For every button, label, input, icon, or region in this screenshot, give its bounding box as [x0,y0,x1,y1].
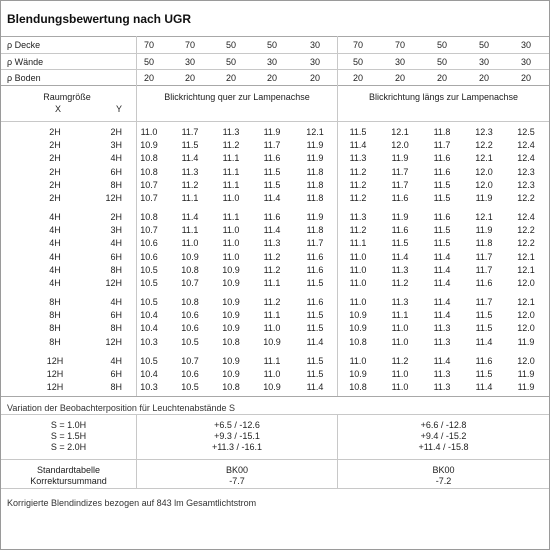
room-size-y: 4H [110,238,122,248]
variation-heading: Variation der Beobachterposition für Leuchtenabstände S [7,403,235,413]
ugr-value-along: 12.0 [517,323,535,333]
reflectance-value: 30 [184,57,195,67]
reflectance-label: ρ Boden [7,73,41,83]
divider-standard-end [1,488,549,489]
divider-reflectance-3 [1,85,549,86]
divider-title [1,36,549,37]
reflectance-value: 30 [266,57,277,67]
reflectance-label: ρ Wände [7,57,44,67]
reflectance-value: 70 [394,40,405,50]
spacing-label: S = 1.0H [50,420,87,430]
ugr-value-along: 11.2 [391,356,409,366]
ugr-value-cross: 11.8 [306,193,324,203]
ugr-value-cross: 10.5 [181,337,199,347]
ugr-value-along: 12.1 [517,297,535,307]
ugr-value-along: 12.4 [517,140,535,150]
ugr-value-cross: 11.6 [263,212,281,222]
spacing-label: S = 2.0H [50,442,87,452]
ugr-value-cross: 10.5 [181,382,199,392]
variation-cross: +11.3 / -16.1 [211,442,263,452]
ugr-value-along: 11.7 [475,252,493,262]
ugr-value-along: 11.6 [475,278,493,288]
ugr-value-along: 11.4 [433,310,451,320]
reflectance-value: 70 [352,40,363,50]
ugr-value-along: 11.7 [475,265,493,275]
ugr-value-along: 11.4 [433,297,451,307]
room-size-x: 8H [49,323,61,333]
ugr-value-along: 11.5 [349,127,367,137]
ugr-value-along: 11.5 [391,238,409,248]
reflectance-value: 30 [520,57,531,67]
ugr-value-cross: 10.6 [140,238,158,248]
room-size-x: 4H [49,265,61,275]
ugr-value-along: 11.5 [475,323,493,333]
room-size-y: 6H [110,252,122,262]
ugr-value-cross: 10.6 [140,252,158,262]
ugr-value-cross: 10.7 [181,278,199,288]
room-size-y: 4H [110,297,122,307]
ugr-value-cross: 10.5 [140,356,158,366]
ugr-value-along: 11.9 [475,225,493,235]
ugr-value-along: 11.4 [475,382,493,392]
variation-along: +11.4 / -15.8 [418,442,469,452]
room-size-x: 2H [49,127,61,137]
ugr-value-along: 11.0 [349,297,367,307]
room-size-y: 2H [110,127,122,137]
ugr-value-cross: 10.6 [181,369,199,379]
ugr-value-along: 11.3 [433,382,451,392]
room-size-y: 6H [110,167,122,177]
ugr-value-cross: 11.4 [306,382,324,392]
room-size-x: 12H [46,382,64,392]
variation-cross: +6.5 / -12.6 [214,420,260,430]
ugr-value-along: 11.6 [433,153,451,163]
room-size-x: 4H [49,225,61,235]
ugr-value-along: 12.3 [517,167,535,177]
ugr-value-along: 11.8 [433,127,451,137]
standard-cross-value: -7.7 [229,476,245,486]
room-size-y: 6H [110,310,122,320]
room-size-y: 3H [110,225,122,235]
ugr-value-along: 11.9 [517,369,535,379]
ugr-value-cross: 10.3 [140,337,158,347]
ugr-value-cross: 10.6 [181,323,199,333]
ugr-value-cross: 10.8 [140,212,158,222]
ugr-value-cross: 11.8 [306,180,324,190]
header-y: Y [115,104,122,114]
ugr-value-cross: 11.1 [263,310,281,320]
ugr-value-along: 11.0 [349,356,367,366]
ugr-value-cross: 10.9 [222,356,240,366]
ugr-value-cross: 11.7 [306,238,324,248]
ugr-value-cross: 11.2 [181,180,199,190]
ugr-value-cross: 11.3 [222,127,240,137]
ugr-value-along: 11.6 [391,193,409,203]
variation-cross: +9.3 / -15.1 [214,431,260,441]
reflectance-value: 30 [478,57,489,67]
ugr-value-cross: 11.3 [263,238,281,248]
room-size-y: 8H [110,265,122,275]
ugr-value-cross: 10.9 [222,297,240,307]
reflectance-value: 50 [352,57,363,67]
spacing-label: S = 1.5H [50,431,87,441]
ugr-value-cross: 11.0 [181,238,199,248]
reflectance-value: 50 [143,57,154,67]
ugr-value-along: 11.6 [475,356,493,366]
reflectance-value: 30 [309,40,320,50]
room-size-y: 12H [105,337,122,347]
room-size-x: 2H [49,140,61,150]
room-size-y: 8H [110,382,122,392]
ugr-value-along: 11.3 [349,212,367,222]
ugr-value-cross: 10.8 [222,382,240,392]
ugr-value-along: 11.3 [433,369,451,379]
reflectance-value: 50 [478,40,489,50]
ugr-value-along: 12.1 [391,127,409,137]
reflectance-value: 70 [184,40,195,50]
reflectance-value: 20 [436,73,447,83]
ugr-value-along: 11.8 [475,238,493,248]
ugr-value-cross: 10.9 [222,323,240,333]
ugr-value-along: 11.5 [433,193,451,203]
ugr-value-along: 11.1 [391,310,409,320]
ugr-value-along: 11.3 [349,153,367,163]
ugr-value-cross: 11.1 [222,167,240,177]
ugr-value-along: 12.0 [517,310,535,320]
ugr-value-along: 11.9 [391,153,409,163]
ugr-value-cross: 10.8 [140,167,158,177]
ugr-value-along: 12.4 [517,153,535,163]
ugr-value-along: 10.8 [349,337,367,347]
ugr-value-cross: 11.9 [306,140,324,150]
reflectance-value: 30 [309,57,320,67]
ugr-value-along: 11.9 [391,212,409,222]
ugr-value-cross: 11.1 [222,153,240,163]
ugr-value-cross: 10.7 [140,193,158,203]
room-size-y: 3H [110,140,122,150]
room-size-x: 4H [49,212,61,222]
room-size-x: 8H [49,310,61,320]
ugr-value-along: 11.9 [517,337,535,347]
standard-label: Standardtabelle [36,465,101,475]
room-size-y: 12H [105,193,122,203]
room-size-y: 6H [110,369,122,379]
divider-variation-end [1,459,549,460]
ugr-value-cross: 11.9 [306,212,324,222]
ugr-value-along: 11.7 [391,180,409,190]
ugr-value-cross: 11.4 [181,153,199,163]
reflectance-value: 20 [225,73,236,83]
ugr-value-cross: 11.7 [181,127,199,137]
ugr-value-cross: 10.9 [181,252,199,262]
ugr-value-cross: 10.9 [222,369,240,379]
ugr-value-cross: 11.5 [181,140,199,150]
ugr-value-cross: 10.8 [222,337,240,347]
ugr-value-along: 12.1 [517,252,535,262]
reflectance-value: 20 [309,73,320,83]
ugr-value-cross: 11.5 [306,356,324,366]
room-size-x: 2H [49,153,61,163]
ugr-value-along: 11.0 [391,323,409,333]
ugr-value-cross: 11.0 [222,238,240,248]
variation-along: +9.4 / -15.2 [420,431,467,441]
ugr-value-along: 12.3 [475,127,493,137]
ugr-value-cross: 11.0 [222,252,240,262]
ugr-value-cross: 10.9 [222,265,240,275]
room-size-y: 4H [110,356,122,366]
reflectance-value: 50 [266,40,277,50]
ugr-value-cross: 11.6 [306,297,324,307]
room-size-x: 2H [49,180,61,190]
ugr-value-along: 11.1 [349,238,367,248]
reflectance-value: 20 [478,73,489,83]
ugr-value-along: 11.9 [517,382,535,392]
divider-header [1,121,549,122]
ugr-value-cross: 11.4 [306,337,324,347]
ugr-value-cross: 11.5 [306,323,324,333]
ugr-value-along: 11.4 [433,356,451,366]
ugr-value-cross: 10.9 [222,278,240,288]
reflectance-value: 20 [352,73,363,83]
ugr-value-along: 11.3 [391,297,409,307]
ugr-value-cross: 10.3 [140,382,158,392]
ugr-value-cross: 11.2 [263,297,281,307]
room-size-y: 12H [105,278,122,288]
ugr-value-cross: 10.4 [140,323,158,333]
ugr-value-cross: 11.6 [306,265,324,275]
ugr-value-along: 12.5 [517,127,535,137]
room-size-x: 4H [49,238,61,248]
ugr-value-along: 11.0 [349,252,367,262]
reflectance-value: 20 [266,73,277,83]
room-size-x: 2H [49,167,61,177]
room-size-x: 4H [49,252,61,262]
document-title: Blendungsbewertung nach UGR [7,12,192,26]
header-direction-cross: Blickrichtung quer zur Lampenachse [164,92,310,102]
ugr-value-cross: 11.5 [263,167,281,177]
ugr-value-along: 12.1 [517,265,535,275]
ugr-value-along: 11.6 [433,167,451,177]
ugr-value-along: 11.5 [433,238,451,248]
header-room-size: Raumgröße [43,92,91,102]
divider-reflectance-1 [1,53,549,54]
ugr-value-along: 12.0 [475,180,493,190]
ugr-value-along: 11.5 [433,225,451,235]
ugr-value-along: 12.0 [517,356,535,366]
ugr-value-cross: 10.8 [140,153,158,163]
ugr-value-along: 12.1 [475,153,493,163]
ugr-value-cross: 10.8 [181,265,199,275]
ugr-value-along: 11.0 [391,382,409,392]
ugr-value-cross: 11.5 [263,180,281,190]
column-divider-middle [337,36,338,396]
ugr-value-cross: 10.7 [140,225,158,235]
ugr-value-cross: 11.4 [181,212,199,222]
ugr-value-along: 12.2 [517,225,535,235]
ugr-value-along: 11.0 [349,265,367,275]
ugr-value-cross: 10.4 [140,310,158,320]
ugr-value-cross: 11.1 [181,225,199,235]
ugr-value-along: 12.4 [517,212,535,222]
ugr-value-along: 11.4 [349,140,367,150]
ugr-value-along: 10.8 [349,382,367,392]
ugr-value-along: 11.7 [475,297,493,307]
room-size-y: 8H [110,323,122,333]
reflectance-label: ρ Decke [7,40,41,50]
ugr-value-cross: 10.9 [222,310,240,320]
reflectance-value: 30 [520,40,531,50]
ugr-value-cross: 11.0 [222,225,240,235]
ugr-value-cross: 11.4 [263,225,281,235]
ugr-value-along: 11.0 [391,369,409,379]
header-direction-along: Blickrichtung längs zur Lampenachse [368,92,519,102]
ugr-value-along: 11.4 [433,278,451,288]
ugr-value-cross: 11.2 [263,252,281,262]
ugr-value-along: 12.2 [517,238,535,248]
ugr-value-cross: 10.5 [140,265,158,275]
reflectance-value: 50 [436,40,447,50]
header-x: X [54,104,61,114]
ugr-value-cross: 10.9 [263,382,281,392]
ugr-value-cross: 11.8 [306,225,324,235]
ugr-value-along: 10.9 [349,323,367,333]
ugr-value-cross: 11.5 [306,369,324,379]
ugr-value-along: 10.9 [349,310,367,320]
ugr-value-cross: 11.0 [263,323,281,333]
ugr-value-along: 12.3 [517,180,535,190]
reflectance-value: 70 [143,40,154,50]
ugr-value-cross: 10.8 [181,297,199,307]
ugr-value-cross: 11.1 [181,193,199,203]
room-size-x: 4H [49,278,61,288]
ugr-value-along: 12.2 [475,140,493,150]
ugr-value-cross: 11.6 [263,153,281,163]
ugr-value-along: 11.2 [349,180,367,190]
ugr-value-along: 11.2 [391,278,409,288]
ugr-value-along: 12.0 [517,278,535,288]
ugr-value-along: 11.7 [391,167,409,177]
variation-along: +6.6 / -12.8 [420,420,467,430]
ugr-value-cross: 10.9 [140,140,158,150]
ugr-value-along: 11.3 [433,323,451,333]
ugr-value-cross: 11.0 [222,193,240,203]
room-size-x: 12H [46,356,64,366]
ugr-value-along: 11.5 [475,369,493,379]
ugr-value-along: 11.7 [433,140,451,150]
reflectance-value: 50 [436,57,447,67]
ugr-value-cross: 11.4 [263,193,281,203]
room-size-y: 2H [110,212,122,222]
room-size-y: 4H [110,153,122,163]
ugr-value-cross: 10.4 [140,369,158,379]
ugr-value-cross: 11.8 [306,167,324,177]
ugr-value-cross: 10.5 [140,297,158,307]
reflectance-value: 20 [143,73,154,83]
ugr-value-along: 11.0 [391,337,409,347]
reflectance-value: 20 [394,73,405,83]
standard-cross-table: BK00 [225,465,249,475]
ugr-value-cross: 11.0 [140,127,158,137]
ugr-value-along: 11.4 [475,337,493,347]
room-size-y: 8H [110,180,122,190]
ugr-value-along: 12.0 [475,167,493,177]
reflectance-value: 50 [225,57,236,67]
correction-label: Korrektursummand [30,476,107,486]
ugr-value-cross: 11.5 [306,310,324,320]
ugr-value-cross: 10.7 [140,180,158,190]
ugr-value-cross: 11.2 [222,140,240,150]
ugr-value-cross: 11.5 [306,278,324,288]
ugr-value-along: 11.0 [349,278,367,288]
room-size-x: 8H [49,297,61,307]
ugr-value-along: 12.1 [475,212,493,222]
ugr-value-cross: 10.7 [181,356,199,366]
ugr-value-along: 10.9 [349,369,367,379]
ugr-value-along: 11.4 [433,265,451,275]
ugr-value-cross: 10.9 [263,337,281,347]
ugr-value-along: 11.3 [391,265,409,275]
ugr-value-along: 12.2 [517,193,535,203]
divider-variation-heading [1,414,549,415]
ugr-value-cross: 10.5 [140,278,158,288]
reflectance-value: 20 [184,73,195,83]
reflectance-value: 50 [225,40,236,50]
room-size-x: 8H [49,337,61,347]
divider-table-end [1,396,549,397]
ugr-value-cross: 11.1 [263,356,281,366]
ugr-value-along: 11.6 [391,225,409,235]
ugr-value-along: 11.5 [475,310,493,320]
ugr-value-cross: 11.9 [306,153,324,163]
ugr-value-along: 11.4 [391,252,409,262]
ugr-value-along: 11.4 [433,252,451,262]
ugr-value-along: 11.2 [349,225,367,235]
ugr-value-along: 11.9 [475,193,493,203]
divider-reflectance-2 [1,69,549,70]
ugr-value-along: 11.2 [349,193,367,203]
ugr-value-along: 11.6 [433,212,451,222]
ugr-value-cross: 11.3 [181,167,199,177]
ugr-value-cross: 11.2 [263,265,281,275]
ugr-value-cross: 11.1 [263,278,281,288]
standard-along-table: BK00 [432,465,455,475]
room-size-x: 2H [49,193,61,203]
reflectance-value: 30 [394,57,405,67]
reflectance-value: 20 [520,73,531,83]
ugr-value-along: 11.2 [349,167,367,177]
footnote: Korrigierte Blendindizes bezogen auf 843 lm Gesamtlichtstrom [7,498,257,508]
room-size-x: 12H [46,369,64,379]
ugr-value-cross: 10.6 [181,310,199,320]
ugr-value-along: 11.5 [433,180,451,190]
ugr-value-cross: 12.1 [306,127,324,137]
standard-along-value: -7.2 [435,476,452,486]
ugr-value-cross: 11.7 [263,140,281,150]
ugr-value-cross: 11.1 [222,212,240,222]
ugr-value-along: 12.0 [391,140,409,150]
ugr-value-cross: 11.6 [306,252,324,262]
ugr-value-along: 11.3 [433,337,451,347]
ugr-value-cross: 11.1 [222,180,240,190]
ugr-value-cross: 11.9 [263,127,281,137]
ugr-value-cross: 11.0 [263,369,281,379]
